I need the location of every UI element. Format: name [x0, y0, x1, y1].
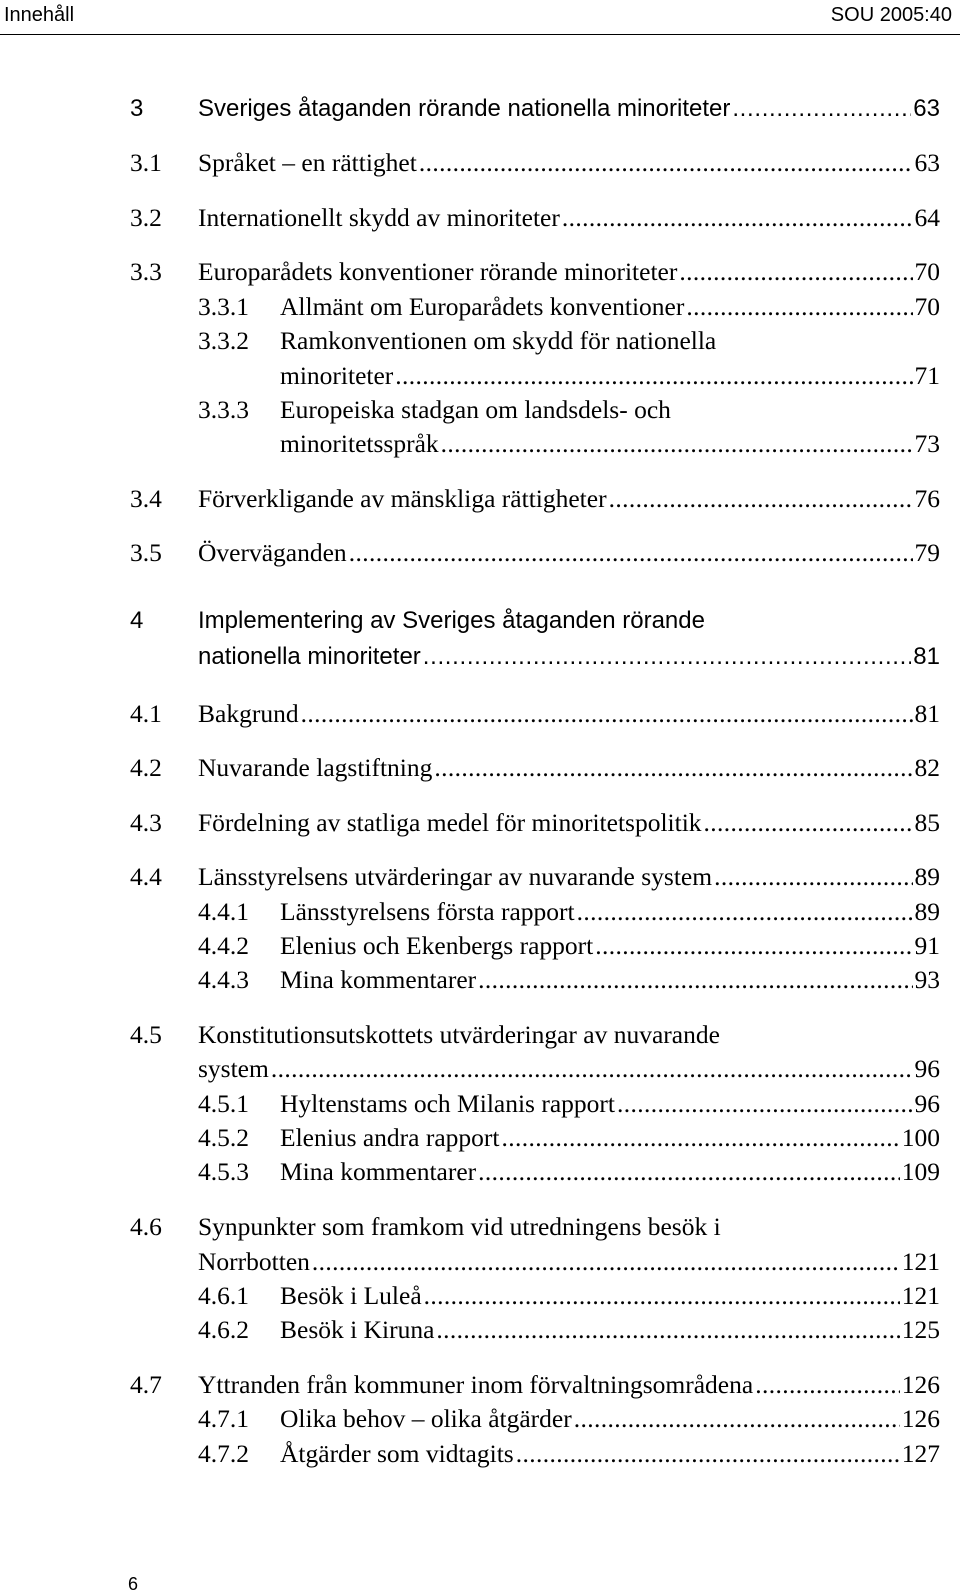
toc-entry-title: Hyltenstams och Milanis rapport [280, 1089, 615, 1118]
toc-entry-page: 96 [914, 1089, 940, 1118]
toc-entry-number: 3.3 [130, 257, 162, 286]
toc-entry[interactable] [280, 929, 940, 963]
toc-entry-title: Norrbotten [198, 1247, 310, 1276]
toc-entry-number: 3.3.2 [198, 326, 249, 355]
toc-entry-title: Åtgärder som vidtagits [280, 1439, 514, 1468]
toc-entry-page: 126 [901, 1404, 940, 1433]
toc-entry-title: minoritetsspråk [280, 429, 439, 458]
toc-entry-number: 4.4.3 [198, 965, 249, 994]
toc-entry[interactable] [280, 963, 940, 997]
toc-entry-title: Språket – en rättighet [198, 148, 417, 177]
dot-leader [574, 1402, 900, 1436]
toc-entry-number: 4.6.1 [198, 1281, 249, 1310]
dot-leader [423, 640, 912, 674]
toc-entry-page: 126 [901, 1370, 940, 1399]
toc-entry-title: Yttranden från kommuner inom förvaltningsområdena [198, 1370, 754, 1399]
toc-entry[interactable] [280, 1087, 940, 1121]
toc-entry-title: nationella minoriteter [198, 643, 421, 670]
dot-leader [434, 751, 912, 785]
toc-entry-page: 109 [901, 1157, 940, 1186]
toc-entry-number: 4.5.2 [198, 1123, 249, 1152]
toc-entry-page: 73 [914, 429, 940, 458]
toc-entry[interactable] [198, 806, 940, 840]
toc-entry-page: 63 [914, 148, 940, 177]
toc-entry-title: Elenius och Ekenbergs rapport [280, 931, 594, 960]
toc-entry[interactable] [198, 640, 940, 674]
page-number: 6 [128, 1574, 139, 1594]
toc-entry-number: 4 [130, 607, 144, 634]
toc-entry-title: Nuvarande lagstiftning [198, 753, 433, 782]
toc-entry-title: Länsstyrelsens första rapport [280, 897, 575, 926]
toc-entry-page: 100 [901, 1123, 940, 1152]
dot-leader [301, 697, 913, 731]
running-header [0, 4, 960, 34]
toc-entry-number: 4.7.2 [198, 1439, 249, 1468]
toc-entry-title: Överväganden [198, 538, 347, 567]
dot-leader [312, 1245, 900, 1279]
toc-entry-number: 4.4.2 [198, 931, 249, 960]
toc-entry-page: 93 [914, 965, 940, 994]
toc-entry-number: 4.4 [130, 862, 162, 891]
toc-entry-page: 64 [914, 203, 940, 232]
toc-entry[interactable] [198, 1368, 940, 1402]
toc-entry-number: 3.1 [130, 148, 162, 177]
toc-entry[interactable] [198, 751, 940, 785]
toc-entry-title-line1: Konstitutionsutskottets utvärderingar av nuvarande [198, 1020, 720, 1049]
toc-entry-title: Mina kommentarer [280, 1157, 477, 1186]
toc-entry[interactable] [280, 1121, 940, 1155]
toc-entry[interactable] [198, 536, 940, 570]
dot-leader [395, 359, 912, 393]
toc-entry[interactable] [280, 1402, 940, 1436]
toc-entry[interactable] [198, 201, 940, 235]
toc-entry[interactable] [280, 1155, 940, 1189]
toc-entry-title: Olika behov – olika åtgärder [280, 1404, 572, 1433]
dot-leader [478, 1155, 900, 1189]
toc-entry-title: Fördelning av statliga medel för minoritetspolitik [198, 808, 702, 837]
dot-leader [617, 1087, 913, 1121]
toc-entry-title: Förverkligande av mänskliga rättigheter [198, 484, 607, 513]
dot-leader [349, 536, 913, 570]
toc-entry-page: 127 [901, 1439, 940, 1468]
dot-leader [271, 1052, 913, 1086]
toc-entry-title: Besök i Luleå [280, 1281, 422, 1310]
toc-entry-title: Länsstyrelsens utvärderingar av nuvarande system [198, 862, 713, 891]
toc-entry-page: 96 [914, 1054, 940, 1083]
toc-entry-title: system [198, 1054, 269, 1083]
toc-entry-title: Internationellt skydd av minoriteter [198, 203, 560, 232]
toc-entry-title-line1: Synpunkter som framkom vid utredningens besök i [198, 1212, 721, 1241]
toc-entry-title-line1: Implementering av Sveriges åtaganden rörande [198, 607, 705, 634]
toc-entry-page: 121 [901, 1281, 940, 1310]
toc-entry-title: Bakgrund [198, 699, 299, 728]
toc-entry-number: 4.5.3 [198, 1157, 249, 1186]
toc-entry[interactable] [280, 1437, 940, 1471]
toc-entry-number: 3.3.1 [198, 292, 249, 321]
dot-leader [502, 1121, 900, 1155]
toc-entry-number: 3.3.3 [198, 395, 249, 424]
toc-entry[interactable] [198, 1245, 940, 1279]
toc-entry-title: Sveriges åtaganden rörande nationella minoriteter [198, 95, 731, 122]
toc-entry-page: 81 [913, 643, 940, 670]
toc-entry[interactable] [280, 290, 940, 324]
toc-entry-number: 3.2 [130, 203, 162, 232]
dot-leader [686, 290, 912, 324]
toc-entry-page: 71 [914, 361, 940, 390]
toc-entry-page: 89 [914, 897, 940, 926]
toc-entry[interactable] [280, 895, 940, 929]
toc-entry-number: 4.7 [130, 1370, 162, 1399]
dot-leader [577, 895, 913, 929]
toc-entry-page: 81 [914, 699, 940, 728]
toc-entry[interactable] [280, 427, 940, 461]
dot-leader [419, 146, 913, 180]
toc-entry-title: minoriteter [280, 361, 394, 390]
dot-leader [424, 1279, 900, 1313]
toc-entry[interactable] [198, 92, 940, 126]
toc-entry-number: 3.5 [130, 538, 162, 567]
toc-entry-number: 4.3 [130, 808, 162, 837]
toc-entry-title: Allmänt om Europarådets konventioner [280, 292, 685, 321]
toc-entry-number: 3.4 [130, 484, 162, 513]
toc-entry[interactable] [198, 1052, 940, 1086]
toc-entry-title: Mina kommentarer [280, 965, 477, 994]
toc-entry[interactable] [198, 482, 940, 516]
toc-entry-page: 89 [914, 862, 940, 891]
toc-entry-title: Elenius andra rapport [280, 1123, 500, 1152]
toc-entry-number: 4.5.1 [198, 1089, 249, 1118]
toc-entry-page: 125 [901, 1315, 940, 1344]
toc-entry-number: 4.6 [130, 1212, 162, 1241]
toc-entry-title: Europarådets konventioner rörande minoriteter [198, 257, 678, 286]
toc-entry-number: 3 [130, 95, 144, 122]
toc-entry-page: 70 [914, 257, 940, 286]
dot-leader [755, 1368, 900, 1402]
dot-leader [478, 963, 912, 997]
header-section: Innehåll [4, 4, 75, 26]
dot-leader [441, 427, 913, 461]
header-rule [0, 34, 960, 35]
toc-entry[interactable] [198, 255, 940, 289]
toc-entry[interactable] [280, 359, 940, 393]
toc-entry[interactable] [198, 146, 940, 180]
dot-leader [704, 806, 913, 840]
toc-entry-page: 85 [914, 808, 940, 837]
dot-leader [732, 92, 911, 126]
toc-entry-number: 4.6.2 [198, 1315, 249, 1344]
header-series: SOU 2005:40 [830, 4, 952, 26]
toc-entry-number: 4.1 [130, 699, 162, 728]
toc-entry[interactable] [280, 1279, 940, 1313]
dot-leader [609, 482, 913, 516]
dot-leader [562, 201, 913, 235]
toc-entry-page: 76 [914, 484, 940, 513]
dot-leader [436, 1313, 899, 1347]
toc-entry-number: 4.4.1 [198, 897, 249, 926]
dot-leader [679, 255, 912, 289]
toc-entry-page: 82 [914, 753, 940, 782]
toc-entry-number: 4.7.1 [198, 1404, 249, 1433]
toc-entry-page: 70 [914, 292, 940, 321]
toc-entry-number: 4.5 [130, 1020, 162, 1049]
toc-entry-title-line1: Ramkonventionen om skydd för nationella [280, 326, 717, 355]
toc-entry-page: 91 [914, 931, 940, 960]
toc-entry-page: 79 [914, 538, 940, 567]
dot-leader [595, 929, 912, 963]
toc-entry[interactable] [198, 860, 940, 894]
toc-entry-number: 4.2 [130, 753, 162, 782]
dot-leader [516, 1437, 900, 1471]
toc-entry[interactable] [280, 1313, 940, 1347]
toc-entry[interactable] [198, 697, 940, 731]
toc-entry-page: 121 [901, 1247, 940, 1276]
toc-entry-title: Besök i Kiruna [280, 1315, 435, 1344]
toc-entry-title-line1: Europeiska stadgan om landsdels- och [280, 395, 671, 424]
toc-entry-page: 63 [913, 95, 940, 122]
dot-leader [714, 860, 912, 894]
